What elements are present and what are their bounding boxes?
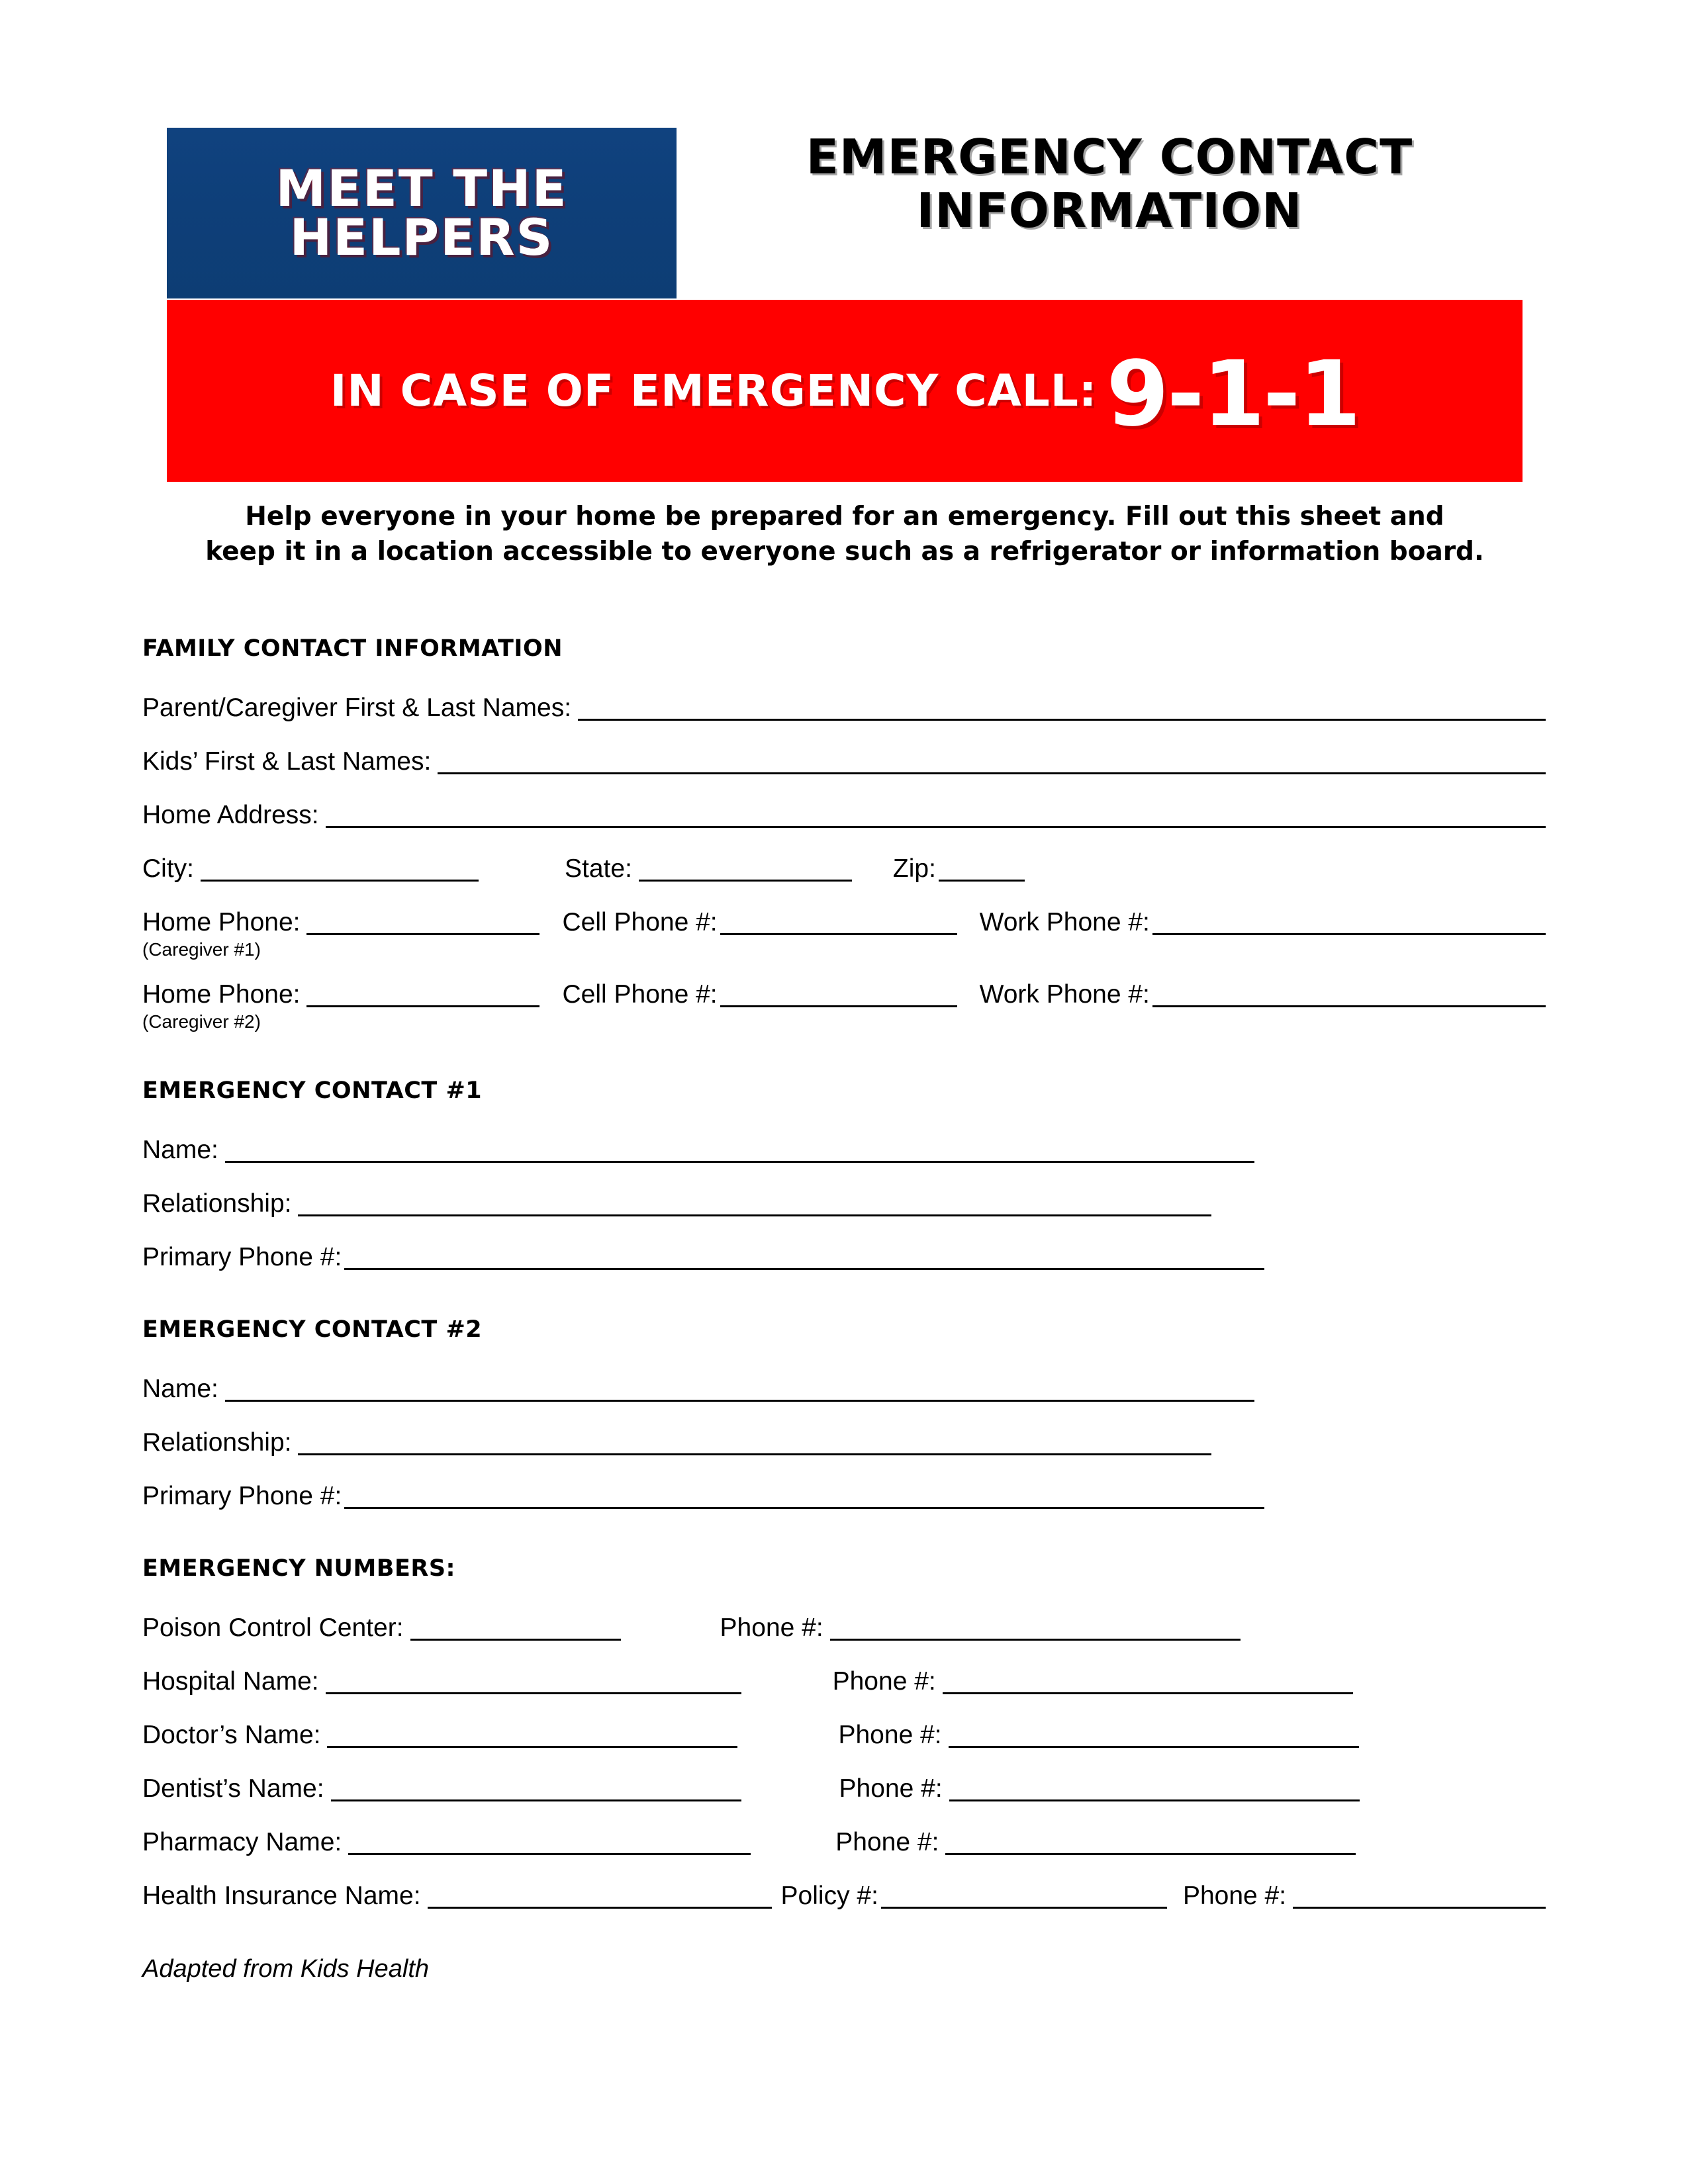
parent-names-input[interactable]	[578, 692, 1546, 721]
doctor-name-label: Doctor’s Name:	[142, 1721, 321, 1749]
contact1-name-input[interactable]	[225, 1134, 1254, 1163]
document-header	[167, 128, 1523, 298]
home-phone-label-2: Home Phone:	[142, 980, 301, 1009]
doctor-phone-input[interactable]	[949, 1719, 1359, 1748]
poison-control-phone-input[interactable]	[830, 1612, 1241, 1641]
banner-emergency-number: 9-1-1	[1106, 342, 1360, 447]
pharmacy-phone-input[interactable]	[945, 1827, 1356, 1855]
dentist-name-label: Dentist’s Name:	[142, 1774, 324, 1803]
cell-phone-input-1[interactable]	[720, 907, 957, 935]
page-title-line-2: INFORMATION	[916, 182, 1303, 238]
state-label: State:	[565, 854, 632, 883]
logo-line-2: HELPERS	[289, 208, 554, 267]
hospital-phone-label: Phone #:	[832, 1667, 936, 1696]
field-row-phones-caregiver-1	[142, 907, 1546, 935]
doctor-name-input[interactable]	[327, 1719, 737, 1748]
insurance-phone-input[interactable]	[1293, 1880, 1546, 1909]
hospital-phone-input[interactable]	[943, 1666, 1353, 1694]
caregiver-1-note: (Caregiver #1)	[142, 939, 261, 960]
section-heading-contact-2: EMERGENCY CONTACT #2	[142, 1316, 483, 1343]
section-heading-contact-1: EMERGENCY CONTACT #1	[142, 1077, 483, 1104]
health-insurance-input[interactable]	[428, 1880, 772, 1909]
field-row-hospital	[142, 1666, 1546, 1694]
contact2-relationship-input[interactable]	[298, 1427, 1211, 1455]
pharmacy-name-label: Pharmacy Name:	[142, 1828, 342, 1856]
state-input[interactable]	[639, 853, 852, 882]
source-credit: Adapted from Kids Health	[142, 1955, 430, 1983]
poison-control-label: Poison Control Center:	[142, 1614, 404, 1642]
hospital-name-input[interactable]	[326, 1666, 741, 1694]
zip-input[interactable]	[939, 853, 1025, 882]
contact1-relationship-label: Relationship:	[142, 1189, 292, 1218]
home-phone-input-1[interactable]	[306, 907, 539, 935]
health-insurance-label: Health Insurance Name:	[142, 1882, 421, 1910]
contact1-relationship-input[interactable]	[298, 1188, 1211, 1216]
home-address-label: Home Address:	[142, 801, 319, 829]
home-address-input[interactable]	[326, 799, 1546, 828]
field-row-contact2-relationship	[142, 1427, 1546, 1455]
field-row-poison-control	[142, 1612, 1546, 1641]
zip-label: Zip:	[892, 854, 936, 883]
home-phone-input-2[interactable]	[306, 979, 539, 1007]
poison-control-input[interactable]	[410, 1612, 621, 1641]
hospital-name-label: Hospital Name:	[142, 1667, 319, 1696]
poison-control-phone-label: Phone #:	[720, 1614, 823, 1642]
kids-names-label: Kids’ First & Last Names:	[142, 747, 432, 776]
policy-number-label: Policy #:	[780, 1882, 878, 1910]
contact2-primary-phone-input[interactable]	[344, 1480, 1264, 1509]
section-heading-emergency-numbers: EMERGENCY NUMBERS:	[142, 1555, 456, 1582]
banner-text-wrap	[330, 342, 1360, 447]
field-row-contact2-name	[142, 1373, 1546, 1402]
dentist-name-input[interactable]	[331, 1773, 741, 1801]
city-label: City:	[142, 854, 194, 883]
cell-phone-input-2[interactable]	[720, 979, 957, 1007]
field-row-parent-names	[142, 692, 1546, 721]
field-row-city-state-zip	[142, 853, 1546, 882]
contact1-name-label: Name:	[142, 1136, 218, 1164]
contact2-name-input[interactable]	[225, 1373, 1254, 1402]
contact2-name-label: Name:	[142, 1375, 218, 1403]
pharmacy-phone-label: Phone #:	[835, 1828, 939, 1856]
field-row-health-insurance	[142, 1880, 1546, 1909]
field-row-doctor	[142, 1719, 1546, 1748]
intro-line-1: Help everyone in your home be prepared for an emergency. Fill out this sheet and	[245, 502, 1444, 531]
cell-phone-label-1: Cell Phone #:	[562, 908, 718, 936]
work-phone-input-2[interactable]	[1152, 979, 1546, 1007]
field-row-contact1-relationship	[142, 1188, 1546, 1216]
dentist-phone-label: Phone #:	[839, 1774, 943, 1803]
emergency-call-banner	[167, 300, 1523, 482]
intro-paragraph	[167, 500, 1523, 569]
cell-phone-label-2: Cell Phone #:	[562, 980, 718, 1009]
form-body	[142, 635, 1546, 1983]
field-row-contact1-primary-phone	[142, 1242, 1546, 1270]
intro-line-2: keep it in a location accessible to everyone such as a refrigerator or information board.	[205, 536, 1484, 567]
home-phone-label-1: Home Phone:	[142, 908, 301, 936]
field-row-kids-names	[142, 746, 1546, 774]
city-input[interactable]	[201, 853, 479, 882]
contact1-primary-phone-label: Primary Phone #:	[142, 1243, 342, 1271]
pharmacy-name-input[interactable]	[348, 1827, 751, 1855]
work-phone-input-1[interactable]	[1152, 907, 1546, 935]
field-row-dentist	[142, 1773, 1546, 1801]
work-phone-label-1: Work Phone #:	[979, 908, 1150, 936]
field-row-phones-caregiver-2	[142, 979, 1546, 1007]
doctor-phone-label: Phone #:	[838, 1721, 942, 1749]
meet-the-helpers-logo	[167, 128, 677, 298]
contact2-primary-phone-label: Primary Phone #:	[142, 1482, 342, 1510]
page-title	[696, 130, 1523, 237]
insurance-phone-label: Phone #:	[1182, 1882, 1287, 1910]
logo-line-1: MEET THE	[275, 158, 568, 218]
kids-names-input[interactable]	[438, 746, 1546, 774]
field-row-contact2-primary-phone	[142, 1480, 1546, 1509]
contact1-primary-phone-input[interactable]	[344, 1242, 1264, 1270]
banner-call-label: IN CASE OF EMERGENCY CALL:	[330, 365, 1098, 416]
field-row-pharmacy	[142, 1827, 1546, 1855]
page-title-line-1: EMERGENCY CONTACT	[806, 129, 1413, 185]
policy-number-input[interactable]	[881, 1880, 1167, 1909]
section-heading-family: FAMILY CONTACT INFORMATION	[142, 635, 563, 662]
dentist-phone-input[interactable]	[949, 1773, 1360, 1801]
caregiver-2-note: (Caregiver #2)	[142, 1011, 261, 1032]
field-row-contact1-name	[142, 1134, 1546, 1163]
field-row-home-address	[142, 799, 1546, 828]
parent-names-label: Parent/Caregiver First & Last Names:	[142, 694, 572, 722]
contact2-relationship-label: Relationship:	[142, 1428, 292, 1457]
work-phone-label-2: Work Phone #:	[979, 980, 1150, 1009]
